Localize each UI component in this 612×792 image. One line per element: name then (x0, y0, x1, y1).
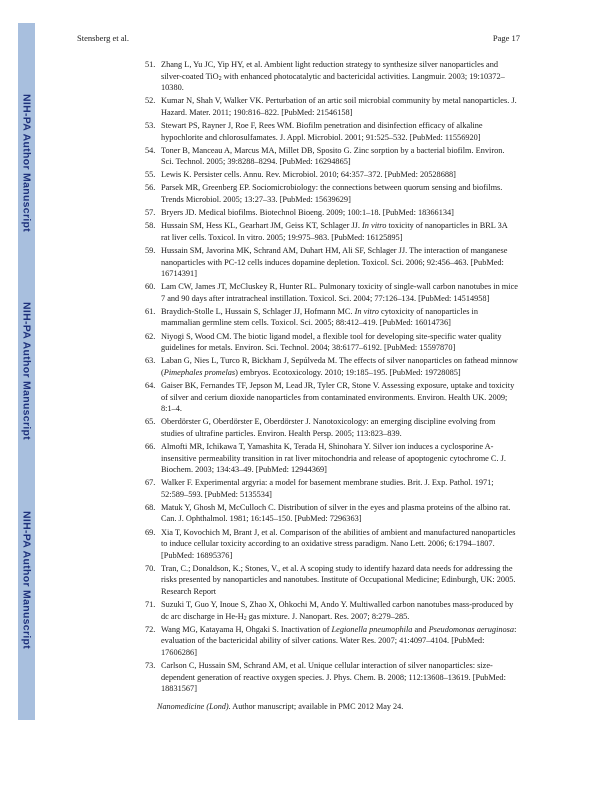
reference-number: 53. (145, 120, 156, 130)
reference-item (145, 245, 518, 280)
reference-number: 71. (145, 600, 156, 610)
reference-item (145, 331, 518, 354)
reference-number: 60. (145, 282, 156, 292)
reference-item (145, 563, 518, 598)
running-head-author: Stensberg et al. (77, 33, 130, 43)
reference-text: Laban G, Nies L, Turco R, Bickham J, Sepúlveda M. The effects of silver nanoparticles on fathead minnow (Pimephales promelas) embryos. Ecotoxicology. 2010; 19:185–195. [PubMed: 19728085] (161, 356, 518, 377)
reference-number: 55. (145, 170, 156, 180)
reference-number: 69. (145, 527, 156, 537)
reference-number: 72. (145, 624, 156, 634)
reference-item (145, 169, 518, 181)
reference-item (145, 207, 518, 219)
reference-text: Gaiser BK, Fernandes TF, Jepson M, Lead JR, Tyler CR, Stone V. Assessing exposure, uptake and toxicity of silver and cerium dioxide nanoparticles from contaminated environments. Environ. Health UK. 2009; 8:1–4. (161, 380, 515, 414)
reference-text: Hussain SM, Javorina MK, Schrand AM, Duhart HM, Ali SF, Schlager JJ. The interaction of manganese nanoparticles with PC-12 cells induces dopamine depletion. Toxicol. Sci. 2006; 92:456–463. [PubMed: 16714391] (161, 245, 508, 279)
reference-text: Oberdörster G, Oberdörster E, Oberdörster J. Nanotoxicology: an emerging discipline evolving from studies of ultrafine particles. Environ. Health Persp. 2005; 113:823–839. (161, 417, 496, 438)
reference-item (145, 281, 518, 304)
reference-item (145, 502, 518, 525)
reference-number: 65. (145, 417, 156, 427)
reference-item (145, 355, 518, 378)
reference-text: Kumar N, Shah V, Walker VK. Perturbation of an artic soil microbial community by metal nanoparticles. J. Hazard. Mater. 2011; 190:816–822. [PubMed: 21546158] (161, 96, 517, 117)
reference-item (145, 599, 518, 622)
reference-item (145, 477, 518, 500)
reference-item (145, 660, 518, 695)
reference-number: 51. (145, 60, 156, 69)
reference-number: 66. (145, 441, 156, 451)
reference-text: Hussain SM, Hess KL, Gearhart JM, Geiss KT, Schlager JJ. In vitro toxicity of nanoparticles in BRL 3A rat liver cells. Toxicol. In vitro. 2005; 19:975–983. [PubMed: 16125895] (161, 221, 508, 242)
reference-item (145, 527, 518, 562)
reference-text: Toner B, Manceau A, Marcus MA, Millet DB, Sposito G. Zinc sorption by a bacterial biofilm. Environ. Sci. Technol. 2005; 39:8288–8294. [PubMed: 16294865] (161, 145, 505, 167)
reference-number: 57. (145, 208, 156, 218)
reference-item (145, 182, 518, 205)
reference-item (145, 380, 518, 415)
reference-text: Lam CW, James JT, McCluskey R, Hunter RL. Pulmonary toxicity of single-wall carbon nanotubes in mice 7 and 90 days after intratracheal instillation. Toxicol. Sci. 2004; 77:126–134. [PubMed: 14514958] (161, 282, 518, 303)
reference-item (145, 95, 518, 118)
footer-availability-note: Author manuscript; available in PMC 2012 May 24. (230, 702, 404, 711)
reference-text: Niyogi S, Wood CM. The biotic ligand model, a flexible tool for developing site-specific water quality guidelines for metals. Environ. Sci. Technol. 2004; 38:6177–6192. [PubMed: 15597870] (161, 331, 502, 353)
reference-text: Walker F. Experimental argyria: a model for basement membrane studies. Brit. J. Exp. Pathol. 1971; 52:589–593. [PubMed: 5135534] (161, 478, 494, 499)
reference-item (145, 59, 518, 94)
reference-number: 56. (145, 183, 156, 193)
reference-text: Xia T, Kovochich M, Brant J, et al. Comparison of the abilities of ambient and manufactured nanoparticles to induce cellular toxicity according to an oxidative stress paradigm. Nano Lett. 2006; 6:1794–1807. [PubMed: 16895376] (161, 527, 516, 560)
nihpa-watermark-strip (18, 23, 35, 720)
reference-text: Carlson C, Hussain SM, Schrand AM, et al. Unique cellular interaction of silver nanoparticles: size-dependent generation of reactive oxygen species. J. Phys. Chem. B. 2008; 112:13608–13619. [PubMed: 18831567] (161, 661, 506, 694)
reference-item (145, 120, 518, 143)
reference-text: Zhang L, Yu JC, Yip HY, et al. Ambient light reduction strategy to synthesize silver nanoparticles and silver-coated TiO$_2$ with enhanced photocatalytic and bactericidal activities. Langmuir. 2003; 19:10372–10380. (161, 60, 505, 93)
reference-text: Parsek MR, Greenberg EP. Sociomicrobiology: the connections between quorum sensing and biofilms. Trends Microbiol. 2005; 13:27–33. [PubMed: 15639629] (161, 183, 503, 205)
footer-journal-title: Nanomedicine (Lond). (157, 702, 231, 711)
reference-item (145, 306, 518, 329)
reference-text: Stewart PS, Rayner J, Roe F, Rees WM. Biofilm penetration and disinfection efficacy of alkaline hypochlorite and chlorosulfamates. J. Appl. Microbiol. 2001; 91:525–532. [PubMed: 11556920] (161, 120, 483, 142)
reference-list (145, 59, 518, 696)
reference-number: 54. (145, 145, 156, 155)
nihpa-watermark-label: NIH-PA Author Manuscript (20, 511, 33, 650)
reference-number: 63. (145, 356, 156, 366)
reference-number: 70. (145, 563, 156, 573)
reference-text: Wang MG, Katayama H, Ohgaki S. Inactivation of Legionella pneumophila and Pseudomonas aeruginosa: evaluation of the bactericidal ability of silver cations. Water Res. 2007; 41:4097–4104. [PubMed: 17606286] (161, 624, 517, 657)
reference-number: 68. (145, 502, 156, 512)
reference-text: Tran, C.; Donaldson, K.; Stones, V., et al. A scoping study to identify hazard data needs for addressing the risks presented by nanoparticles and nanotubes. Institute of Occupational Medicine; Edinburgh, UK: 2005. Research Report (161, 563, 516, 597)
reference-text: Bryers JD. Medical biofilms. Biotechnol Bioeng. 2009; 100:1–18. [PubMed: 18366134] (161, 208, 454, 218)
page-header (77, 33, 520, 43)
reference-text: Almofti MR, Ichikawa T, Yamashita K, Terada H, Shinohara Y. Silver ion induces a cyclosporine A-insensitive permeability transition in rat liver mitochondria and release of apoptogenic cytochrome C. J. Biochem. 2003; 134:43–49. [PubMed: 12944369] (161, 441, 506, 475)
reference-number: 64. (145, 380, 156, 390)
page-number: Page 17 (492, 33, 520, 43)
reference-item (145, 416, 518, 439)
reference-number: 52. (145, 96, 156, 106)
page-footer (157, 702, 403, 711)
reference-item (145, 441, 518, 476)
reference-item (145, 624, 518, 659)
reference-text: Matuk Y, Ghosh M, McCulloch C. Distribution of silver in the eyes and plasma proteins of the albino rat. Can. J. Ophthalmol. 1981; 16:145–150. [PubMed: 7296363] (161, 502, 511, 524)
reference-number: 62. (145, 331, 156, 341)
reference-number: 59. (145, 245, 156, 255)
reference-number: 73. (145, 661, 156, 671)
reference-item (145, 220, 518, 243)
nihpa-watermark-label: NIH-PA Author Manuscript (20, 93, 33, 232)
reference-text: Suzuki T, Guo Y, Inoue S, Zhao X, Ohkochi M, Ando Y. Multiwalled carbon nanotubes mass-produced by dc arc discharge in $He-H_2$ gas mixture. J. Nanopart. Res. 2007; 8:279–285. (161, 600, 514, 623)
reference-number: 67. (145, 478, 156, 488)
reference-item (145, 145, 518, 168)
reference-text: Braydich-Stolle L, Hussain S, Schlager JJ, Hofmann MC. In vitro cytoxicity of nanoparticles in mammalian germline stem cells. Toxicol. Sci. 2005; 88:412–419. [PubMed: 16014736] (161, 306, 479, 328)
nihpa-watermark-label: NIH-PA Author Manuscript (20, 302, 33, 441)
reference-number: 61. (145, 306, 156, 316)
reference-text: Lewis K. Persister cells. Annu. Rev. Microbiol. 2010; 64:357–372. [PubMed: 20528688] (161, 170, 456, 180)
reference-number: 58. (145, 221, 156, 231)
